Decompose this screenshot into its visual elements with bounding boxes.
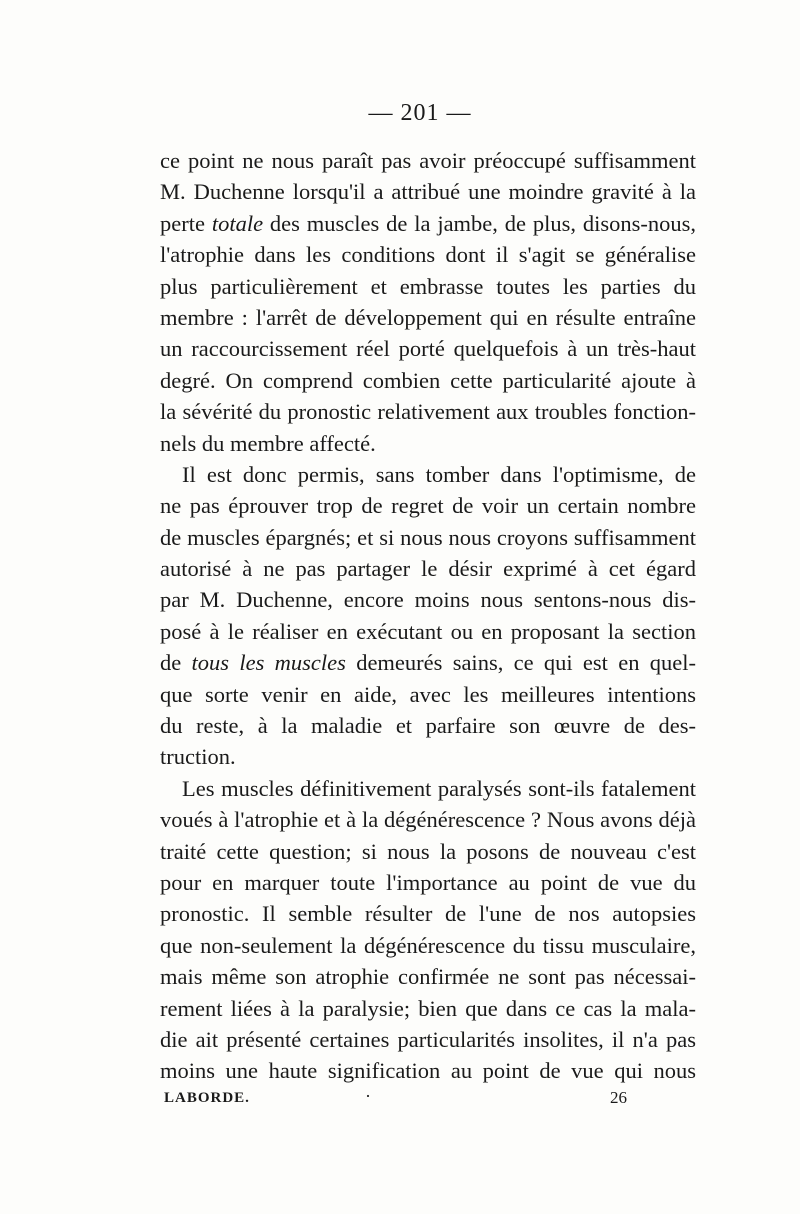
text-line: membre : l'arrêt de développement qui en résulte entraîne — [160, 304, 696, 330]
emphasis: tous les muscles — [191, 650, 346, 676]
text-line: nels du membre affecté. — [160, 430, 376, 456]
text-line: moins une haute signification au point de vue qui nous — [160, 1058, 696, 1084]
text-line: traité cette question; si nous la posons de nouveau c'est — [160, 838, 696, 864]
text-line: M. Duchenne lorsqu'il a attribué une moindre gravité à la — [160, 179, 696, 205]
emphasis: totale — [211, 210, 264, 236]
text-line: truction. — [160, 744, 236, 770]
text-line: autorisé à ne pas partager le désir exprimé à cet égard — [160, 556, 696, 582]
text-line: degré. On comprend combien cette particularité ajoute à — [160, 367, 696, 393]
page-number: — 201 — — [368, 100, 472, 126]
text-line: rement liées à la paralysie; bien que dans ce cas la mala- — [160, 995, 696, 1021]
text-line: l'atrophie dans les conditions dont il s'agit se généralise — [160, 242, 696, 268]
text-line: perte totale des muscles de la jambe, de plus, disons-nous, — [160, 210, 697, 236]
paragraph-start-line: Il est donc permis, sans tomber dans l'optimisme, de — [182, 461, 696, 487]
text-line: la sévérité du pronostic relativement aux troubles fonction- — [160, 399, 696, 425]
text-line: un raccourcissement réel porté quelquefois à un très-haut — [160, 336, 696, 362]
text-line: du reste, à la maladie et parfaire son œuvre de des- — [160, 713, 696, 739]
footer-dot: · — [365, 1086, 371, 1106]
text-line: pronostic. Il semble résulter de l'une de nos autopsies — [160, 901, 696, 927]
body-text — [160, 145, 696, 1087]
text-line: mais même son atrophie confirmée ne sont pas nécessai- — [160, 964, 696, 990]
text-line: plus particulièrement et embrasse toutes les parties du — [160, 273, 696, 299]
page-footer — [160, 1086, 640, 1116]
text-line: de muscles épargnés; et si nous nous croyons suffisamment — [160, 524, 696, 550]
text-line: posé à le réaliser en exécutant ou en proposant la section — [160, 618, 696, 644]
text-line: voués à l'atrophie et à la dégénérescence ? Nous avons déjà — [160, 807, 696, 833]
signature-number: 26 — [610, 1088, 627, 1107]
author-name: LABORDE. — [164, 1090, 250, 1106]
text-line: pour en marquer toute l'importance au point de vue du — [160, 869, 696, 895]
text-line: die ait présenté certaines particularités insolites, il n'a pas — [160, 1026, 696, 1052]
text-line: de tous les muscles demeurés sains, ce qui est en quel- — [160, 650, 696, 676]
text-line: que sorte venir en aide, avec les meilleures intentions — [160, 681, 696, 707]
text-line: par M. Duchenne, encore moins nous sentons-nous dis- — [160, 587, 696, 613]
text-line: ce point ne nous paraît pas avoir préoccupé suffisamment — [160, 148, 696, 173]
paragraph-start-line: Les muscles définitivement paralysés sont-ils fatalement — [182, 775, 696, 801]
text-line: ne pas éprouver trop de regret de voir un certain nombre — [160, 493, 696, 519]
text-line: que non-seulement la dégénérescence du tissu musculaire, — [160, 932, 696, 958]
